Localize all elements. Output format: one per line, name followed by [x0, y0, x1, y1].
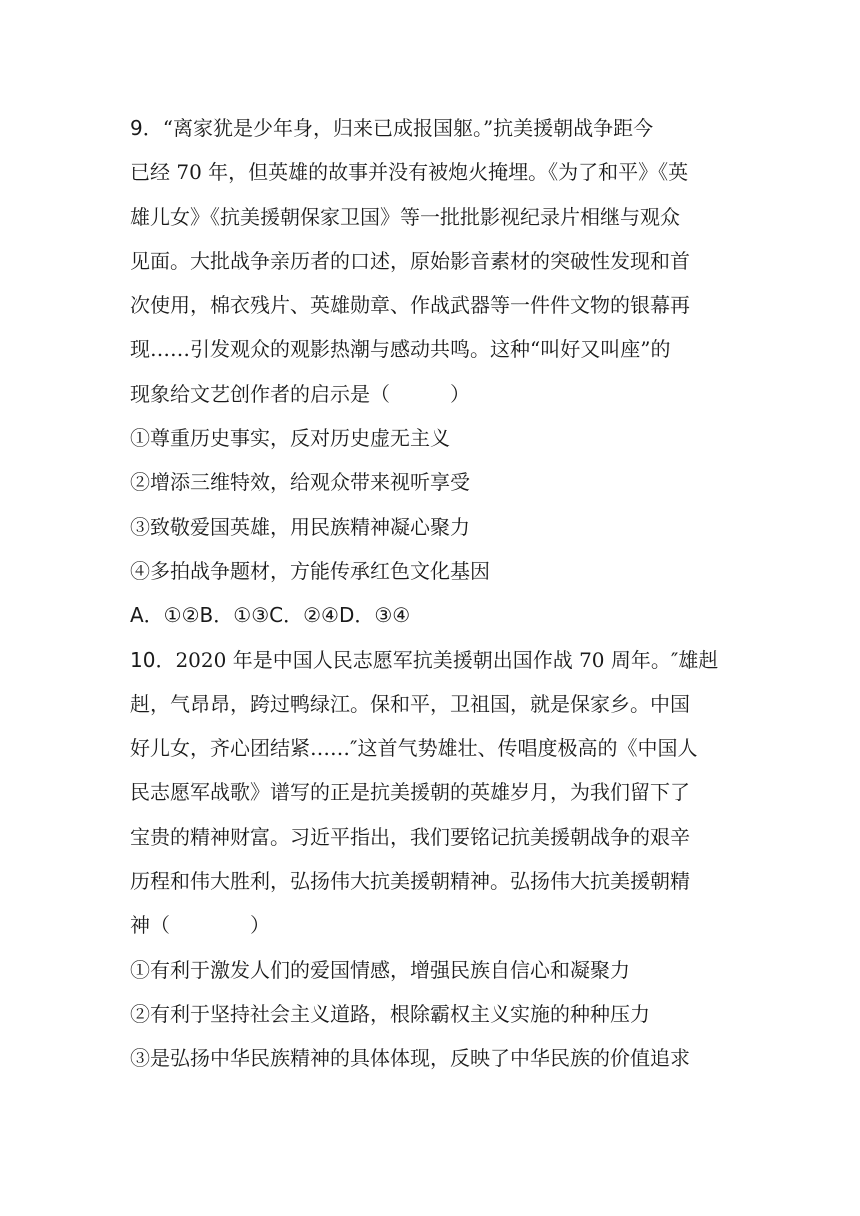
- question-9-option-2: ②增添三维特效，给观众带来视听享受: [130, 470, 470, 495]
- question-10-line: [130, 644, 730, 688]
- question-9-answer-choices: A．①②B．①③C．②④D．③④: [130, 603, 411, 628]
- question-10-stem-line: 2020 年是中国人民志愿军抗美援朝出国作战 70 周年。″雄赳: [175, 647, 719, 672]
- question-9-line: [130, 112, 730, 156]
- question-9-option-4: ④多拍战争题材，方能传承红色文化基因: [130, 558, 490, 583]
- question-9-number: 9．: [130, 116, 163, 140]
- question-10-option-1: ①有利于激发人们的爱国情感，增强民族自信心和凝聚力: [130, 957, 630, 982]
- document-page: [130, 112, 730, 1087]
- question-10-stem-line: 历程和伟大胜利，弘扬伟大抗美援朝精神。弘扬伟大抗美援朝精: [130, 869, 690, 894]
- question-9-stem-line: 雄儿女》《抗美援朝保家卫国》等一批批影视纪录片相继与观众: [130, 204, 680, 229]
- question-9-stem-line: “离家犹是少年身，归来已成报国躯。”抗美援朝战争距今: [162, 116, 654, 140]
- question-10-stem-line: 神（ ）: [130, 913, 270, 938]
- question-9-stem-line: 次使用，棉衣残片、英雄勋章、作战武器等一件件文物的银幕再: [130, 293, 690, 318]
- question-10-stem-line: 赳，气昂昂，跨过鸭绿江。保和平，卫祖国，就是保家乡。中国: [130, 691, 690, 716]
- question-10: [130, 644, 730, 1087]
- question-9-stem-line: 现象给文艺创作者的启示是（ ）: [130, 381, 470, 406]
- question-10-option-2: ②有利于坚持社会主义道路，根除霸权主义实施的种种压力: [130, 1001, 650, 1026]
- question-10-stem-line: 民志愿军战歌》谱写的正是抗美援朝的英雄岁月，为我们留下了: [130, 780, 690, 805]
- question-10-number: 10．: [130, 647, 176, 672]
- question-10-option-3: ③是弘扬中华民族精神的具体体现，反映了中华民族的价值追求: [130, 1046, 690, 1071]
- question-10-stem-line: 宝贵的精神财富。习近平指出，我们要铭记抗美援朝战争的艰辛: [130, 824, 690, 849]
- question-9-stem-line: 已经 70 年，但英雄的故事并没有被炮火掩埋。《为了和平》《英: [130, 160, 689, 185]
- question-9-option-3: ③致敬爱国英雄，用民族精神凝心聚力: [130, 514, 470, 539]
- question-9-option-1: ①尊重历史事实，反对历史虚无主义: [130, 426, 450, 451]
- question-9: [130, 112, 730, 644]
- question-9-stem-line: 见面。大批战争亲历者的口述，原始影音素材的突破性发现和首: [130, 248, 690, 273]
- question-10-stem-line: 好儿女，齐心团结紧……″这首气势雄壮、传唱度极高的《中国人: [130, 736, 698, 761]
- question-9-stem-line: 现……引发观众的观影热潮与感动共鸣。这种“叫好又叫座”的: [130, 337, 671, 362]
